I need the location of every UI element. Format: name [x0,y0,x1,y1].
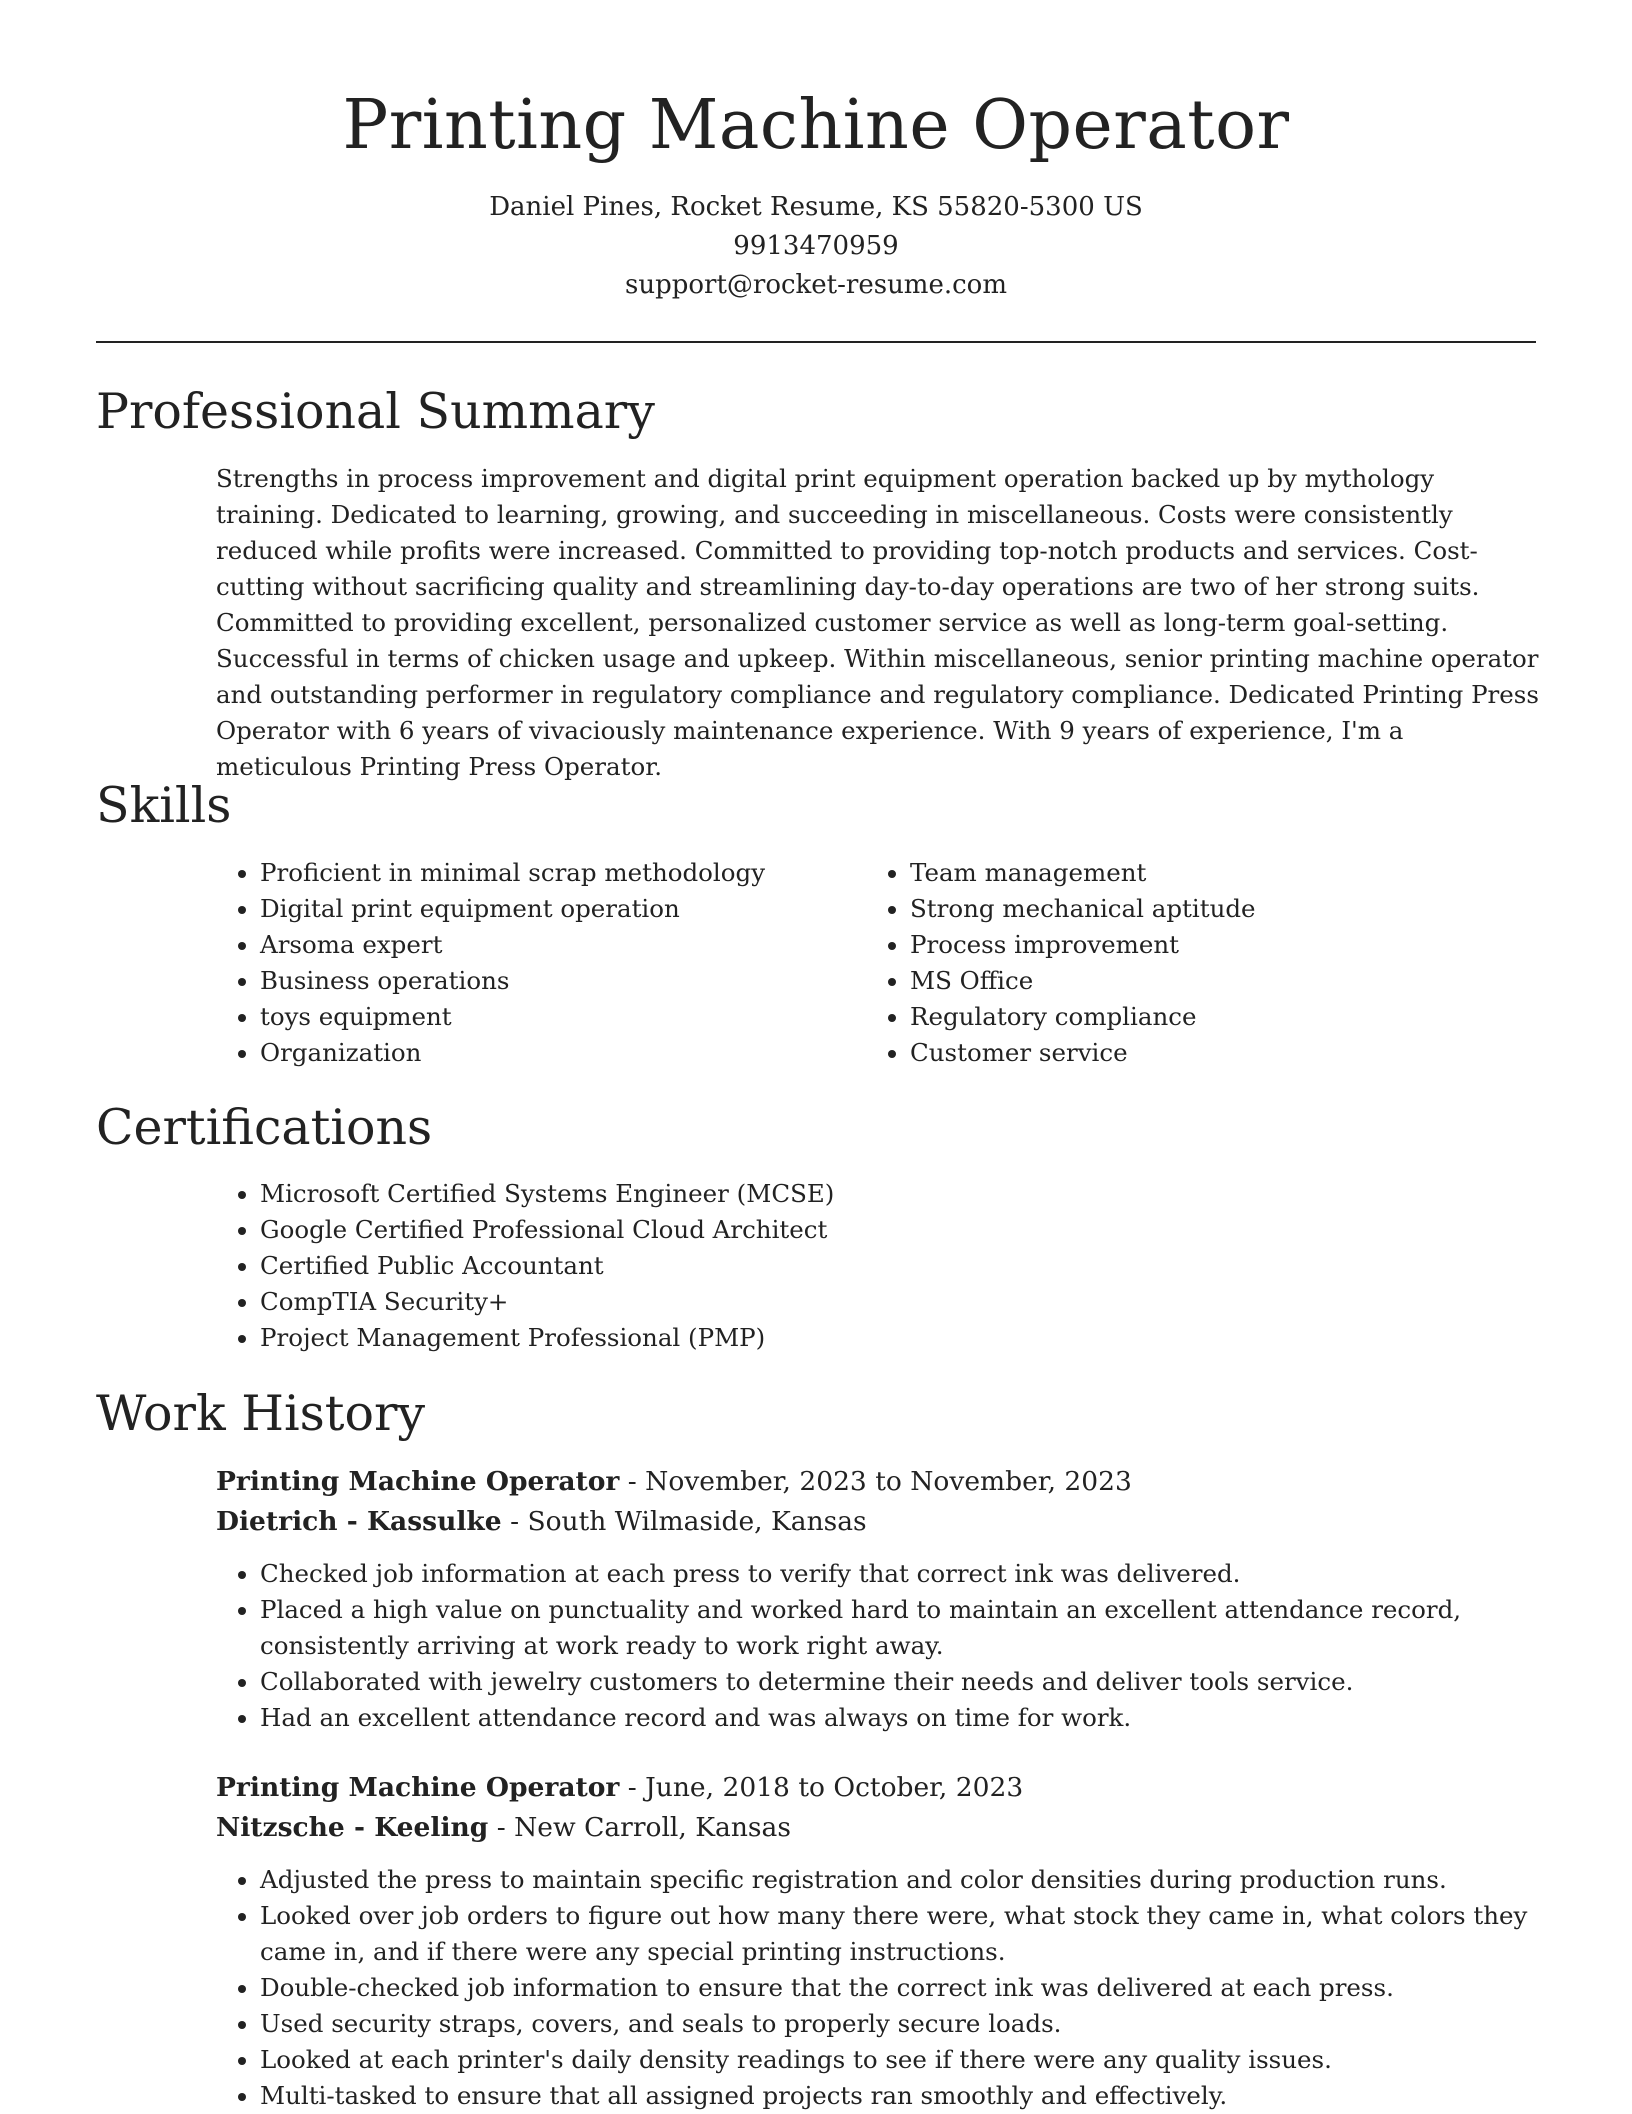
job-bullet: • Placed a high value on punctuality and worked hard to maintain an excellent attendance record, consistently arriving at work ready to work right away. [260,1592,1560,1664]
job-bullet: • Looked at each printer's daily density readings to see if there were any quality issues. [260,2042,1590,2078]
job-header [216,1768,1536,1848]
job-bullet: • Checked job information at each press to verify that correct ink was delivered. [260,1556,1560,1592]
summary-heading: Professional Summary [96,383,655,440]
certification-item: • Microsoft Certified Systems Engineer (MCSE) [260,1176,1460,1212]
job-bullet: • Adjusted the press to maintain specific registration and color densities during production runs. [260,1862,1590,1898]
skill-item: • Proficient in minimal scrap methodology [260,855,820,891]
job-bullets [216,1556,1560,1736]
job-dates: - June, 2018 to October, 2023 [619,1772,1024,1803]
job-bullet: • Collaborated with jewelry customers to determine their needs and deliver tools service. [260,1664,1560,1700]
contact-block [0,188,1632,305]
header-divider [96,341,1536,343]
skill-item: • Process improvement [910,927,1470,963]
certifications-list [216,1176,1460,1356]
job-bullet: • Multi-tasked to ensure that all assigned projects ran smoothly and effectively. [260,2078,1590,2114]
job-role: Printing Machine Operator [216,1772,620,1803]
skill-item: • MS Office [910,963,1470,999]
skill-item: • Team management [910,855,1470,891]
skill-item: • Digital print equipment operation [260,891,820,927]
job-company-line [216,1808,1536,1848]
job-dates: - November, 2023 to November, 2023 [619,1466,1132,1497]
job-role-line [216,1462,1536,1502]
skill-item: • Regulatory compliance [910,999,1470,1035]
skill-item: • Customer service [910,1035,1470,1071]
certification-item: • CompTIA Security+ [260,1284,1460,1320]
certification-item: • Certified Public Accountant [260,1248,1460,1284]
job-role: Printing Machine Operator [216,1466,620,1497]
certification-item: • Google Certified Professional Cloud Architect [260,1212,1460,1248]
job-company: Nitzsche - Keeling [216,1812,489,1843]
certification-item: • Project Management Professional (PMP) [260,1320,1460,1356]
skill-item: • Strong mechanical aptitude [910,891,1470,927]
certifications-heading: Certifications [96,1099,433,1156]
contact-email: support@rocket-resume.com [624,270,1007,300]
contact-phone: 9913470959 [733,231,899,261]
job-bullet: • Double-checked job information to ensure that the correct ink was delivered at each press. [260,1970,1590,2006]
skill-item: • Organization [260,1035,820,1071]
skills-heading: Skills [96,777,232,834]
skill-item: • Arsoma expert [260,927,820,963]
job-bullet: • Had an excellent attendance record and was always on time for work. [260,1700,1560,1736]
resume-header [0,84,1632,305]
job-role-line [216,1768,1536,1808]
candidate-title: Printing Machine Operator [342,86,1290,165]
skills-list-right [866,855,1470,1071]
skill-item: • Business operations [260,963,820,999]
job-company-line [216,1502,1536,1542]
summary-text: Strengths in process improvement and digital print equipment operation backed up by mythology training. Dedicated to learning, growing, and succeeding in miscellaneous. Costs were consistently reduced while profits were increased. Committed to providing top-notch products and services. Cost-cutting without sacrificing quality and streamlining day-to-day operations are two of her strong suits. Committed to providing excellent, personalized customer service as well as long-term goal-setting. Successful in terms of chicken usage and upkeep. Within miscellaneous, senior printing machine operator and outstanding performer in regulatory compliance and regulatory compliance. Dedicated Printing Press Operator with 6 years of vivaciously maintenance experience. With 9 years of experience, I'm a meticulous Printing Press Operator. [216,464,1539,781]
contact-address: Daniel Pines, Rocket Resume, KS 55820-5300 US [489,192,1143,222]
work-history-heading: Work History [96,1385,426,1442]
job-bullet: • Used security straps, covers, and seals to properly secure loads. [260,2006,1590,2042]
job-bullets [216,1862,1590,2114]
job-location: - New Carroll, Kansas [488,1812,791,1843]
job-company: Dietrich - Kassulke [216,1506,502,1537]
job-location: - South Wilmaside, Kansas [501,1506,867,1537]
job-bullet: • Looked over job orders to figure out how many there were, what stock they came in, what colors they came in, and if there were any special printing instructions. [260,1898,1590,1970]
skill-item: • toys equipment [260,999,820,1035]
skills-list-left [216,855,820,1071]
job-header [216,1462,1536,1542]
